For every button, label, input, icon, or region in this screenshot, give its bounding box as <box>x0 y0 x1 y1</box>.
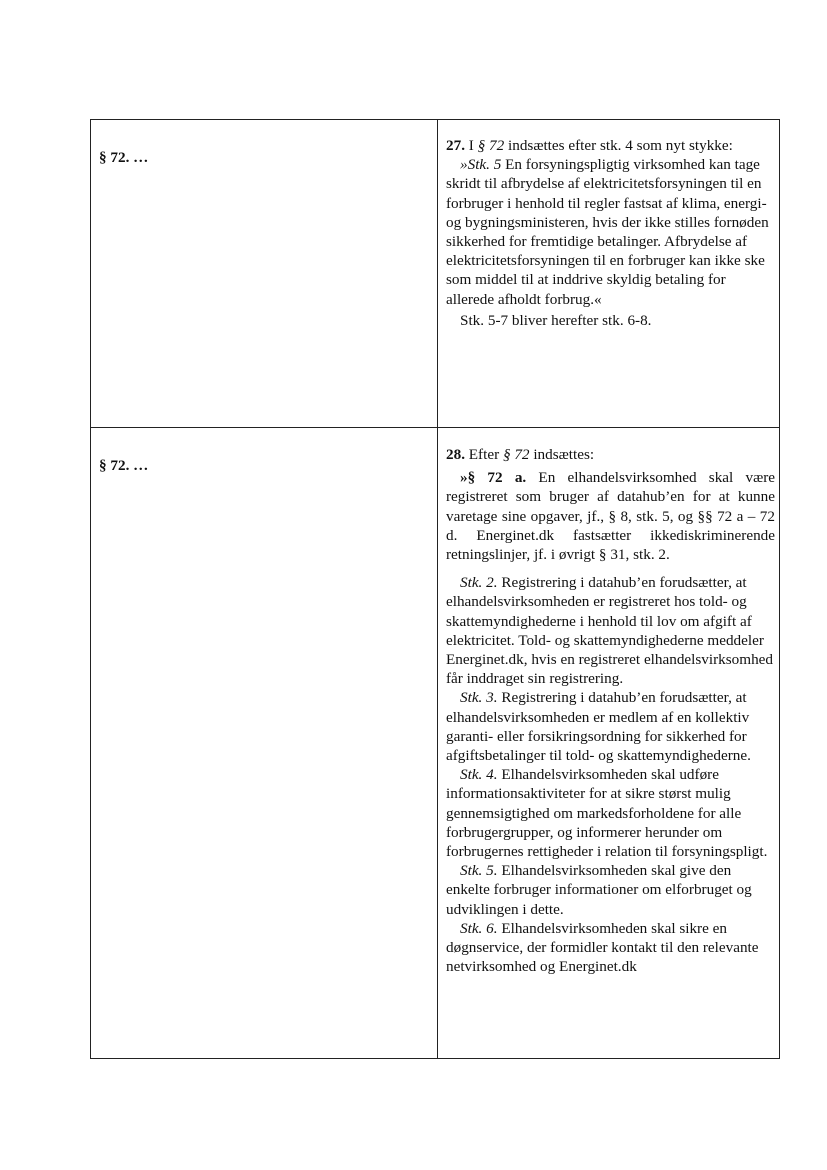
new-subsection <box>446 155 775 309</box>
intro-text: indsættes efter stk. 4 som nyt stykke: <box>504 137 733 154</box>
amendment-intro <box>446 445 775 464</box>
subsection-text: Registrering i datahub’en forudsætter, at elhandelsvirksomheden er medlem af en kollektiv garanti- eller forsikringsordning for sikkerhed for afgiftsbetalinger til told- og skattemyndighederne. <box>446 689 751 765</box>
amendment-cell <box>438 428 780 1059</box>
subsection-label: Stk. 6. <box>460 919 498 937</box>
intro-text: I <box>464 137 478 154</box>
table-row <box>91 120 780 428</box>
subsection-text: Elhandelsvirksomheden skal udføre informationsaktiviteter for at sikre størst mulig gennemsigtighed om markedsforholdene for alle forbrugergrupper, og informerer herunder om forbrugernes rettigheder i relation til forsyningspligt. <box>446 766 768 861</box>
law-comparison-table <box>90 119 780 1059</box>
subsection <box>446 919 775 977</box>
subsection-label: Stk. 5. <box>460 862 498 880</box>
paragraph-label: »§ 72 a. <box>460 469 527 487</box>
intro-text: indsættes: <box>529 446 595 463</box>
section-reference: § 72 <box>477 137 505 154</box>
renumbering-note: Stk. 5-7 bliver herefter stk. 6-8. <box>460 311 652 329</box>
paragraph-text: En elhandelsvirksomhed skal være registreret som bruger af datahub’en for at kunne varetage sine opgaver, jf., § 8, stk. 5, og §§ 72 a – 72 d. Energinet.dk fastsætter ikkediskriminerende retningslinjer, jf. i øvrigt § 31, stk. 2. <box>446 469 775 564</box>
subsection-text: Elhandelsvirksomheden skal sikre en døgnservice, der formidler kontakt til den relevante netvirksomhed og Energinet.dk <box>446 919 759 976</box>
subsection <box>446 573 775 688</box>
quote-open: » <box>460 156 468 174</box>
subsection-label: Stk. 3. <box>460 689 498 707</box>
subsection-label: Stk. 2. <box>460 574 498 592</box>
new-paragraph <box>446 468 775 564</box>
amendment-number: 28. <box>446 446 465 463</box>
subsection-label: Stk. 4. <box>460 766 498 784</box>
subsection-label: Stk. 5 <box>467 156 502 174</box>
subsection <box>446 688 775 765</box>
subsection-text: En forsyningspligtig virksomhed kan tage skridt til afbrydelse af elektricitetsforsyningen til en forbruger i henhold til regler fastsat af klima, energi- og bygningsministeren, hvis der ikke stilles fornøden sikkerhed for fremtidige betalinger. Afbrydelse af elektricitetsforsyningen til en forbruger kan ikke ske som middel til at inddrive skyldig betaling for allerede afholdt forbrug.« <box>446 156 769 308</box>
section-reference: § 72 <box>502 446 530 463</box>
table-row <box>91 428 780 1059</box>
subsection <box>446 765 775 861</box>
amendment-intro <box>446 136 775 155</box>
amendment-cell <box>438 120 780 428</box>
current-law-cell <box>91 120 438 428</box>
current-law-paragraph: § 72. … <box>99 149 149 166</box>
current-law-cell <box>91 428 438 1059</box>
subsection <box>446 861 775 919</box>
amendment-number: 27. <box>446 137 465 154</box>
subsection-text: Elhandelsvirksomheden skal give den enkelte forbruger informationer om elforbruget og udviklingen i dette. <box>446 862 752 918</box>
subsection-text: Registrering i datahub’en forudsætter, at elhandelsvirksomheden er registreret hos told- og skattemyndighederne i henhold til lov om afgift af elektricitet. Told- og skattemyndighederne meddeler Energinet.dk, hvis en registreret elhandelsvirksomhed får inddraget sin registrering. <box>446 574 774 688</box>
intro-text: Efter <box>464 446 503 463</box>
current-law-paragraph: § 72. … <box>99 457 149 474</box>
